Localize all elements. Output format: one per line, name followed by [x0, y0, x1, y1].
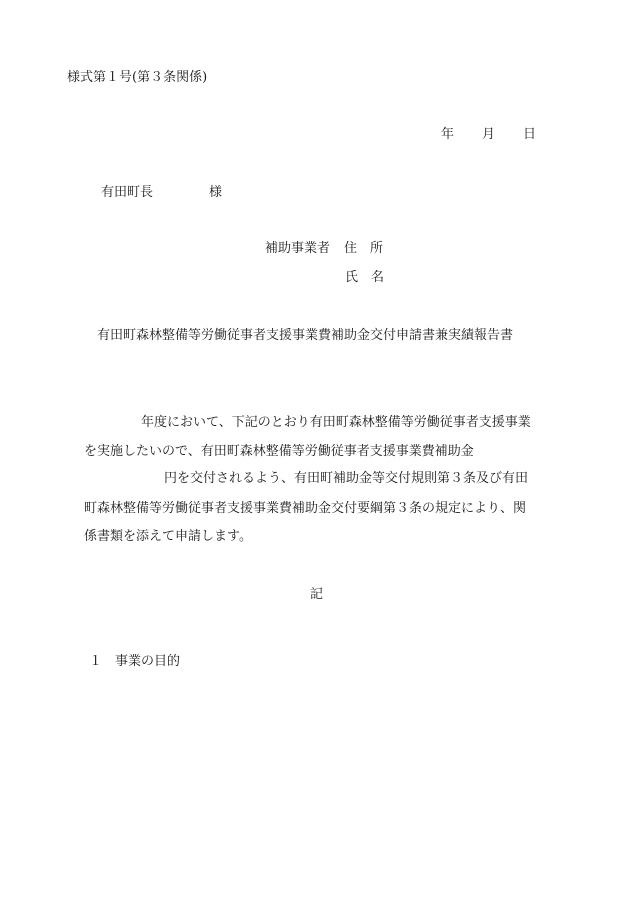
addressee-name: 有田町長 [101, 185, 154, 200]
item-label: 事業の目的 [115, 654, 181, 669]
addressee-honorific: 様 [209, 185, 223, 200]
body-text-line: 円を交付されるよう、有田町補助金等交付規則第３条及び有田 [164, 471, 529, 486]
list-item [89, 655, 180, 668]
applicant-name-label: 氏 名 [345, 270, 385, 285]
date-year-label: 年 [441, 127, 455, 142]
body-text-line: を実施したいので、有田町森林整備等労働従事者支援事業費補助金 [84, 444, 474, 459]
applicant-address-label: 住 所 [344, 241, 384, 256]
document-title: 有田町森林整備等労働従事者支援事業費補助金交付申請書兼実績報告書 [97, 328, 514, 343]
body-text-line: 係書類を添えて申請します。 [84, 529, 252, 544]
date-line [441, 128, 536, 141]
applicant-address-line [265, 242, 383, 255]
body-text-line: 町森林整備等労働従事者支援事業費補助金交付要綱第３条の規定により、関 [84, 501, 527, 516]
addressee [101, 186, 222, 199]
date-month-label: 月 [482, 127, 496, 142]
body-text-line: 年度において、下記のとおり有田町森林整備等労働従事者支援事業 [141, 415, 531, 430]
form-number: 様式第１号(第３条関係) [67, 70, 208, 85]
applicant-role: 補助事業者 [265, 241, 331, 256]
ki-heading: 記 [310, 587, 324, 602]
item-number: １ [89, 654, 103, 669]
date-day-label: 日 [523, 127, 537, 142]
